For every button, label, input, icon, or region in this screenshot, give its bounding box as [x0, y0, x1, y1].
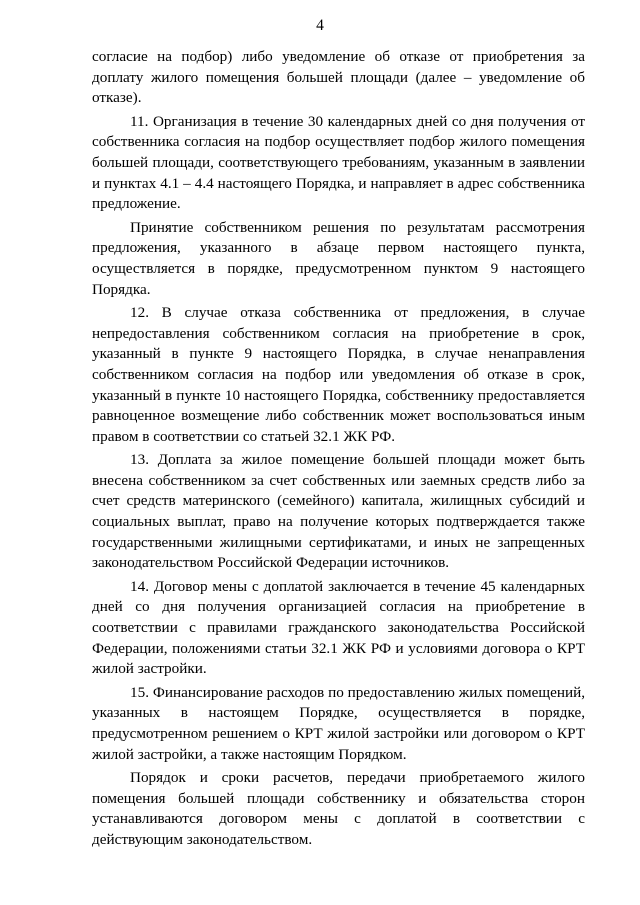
document-body	[92, 47, 585, 854]
paragraph-item-12: 12. В случае отказа собственника от предложения, в случае непредоставления собственником согласия на приобретение в срок, указанный в пункте 9 настоящего Порядка, в случае ненаправления собственником согласия на подбор или уведомления об отказе в срок, указанный в пункте 10 настоящего Порядка, собственнику предоставляется равноценное возмещение либо собственник может воспользоваться иным правом в соответствии со статьей 32.1 ЖК РФ.	[92, 304, 585, 445]
paragraph-item-13: 13. Доплата за жилое помещение большей площади может быть внесена собственником за счет собственных или заемных средств либо за счет средств материнского (семейного) капитала, жилищных субсидий и социальных выплат, право на получение которых подтверждается также государственными жилищными сертификатами, и иных не запрещенных законодательством Российской Федерации источников.	[92, 451, 585, 572]
paragraph-item-11-second: Принятие собственником решения по результатам рассмотрения предложения, указанного в абзаце первом настоящего пункта, осуществляется в порядке, предусмотренном пунктом 9 настоящего Порядка.	[92, 218, 585, 298]
paragraph-item-11: 11. Организация в течение 30 календарных дней со дня получения от собственника согласия на подбор осуществляет подбор жилого помещения большей площади, соответствующего требованиям, указанным в заявлении и пунктах 4.1 – 4.4 настоящего Порядка, и направляет в адрес собственника предложение.	[92, 112, 585, 213]
page-number: 4	[316, 17, 324, 34]
paragraph-item-15: 15. Финансирование расходов по предоставлению жилых помещений, указанных в настоящем Порядке, осуществляется в порядке, предусмотренном решением о КРТ жилой застройки или договором о КРТ жилой застройки, а также настоящим Порядком.	[92, 683, 585, 763]
paragraph-item-14: 14. Договор мены с доплатой заключается в течение 45 календарных дней со дня получения организацией согласия на приобретение в соответствии с правилами гражданского законодательства Российской Федерации, положениями статьи 32.1 ЖК РФ и условиями договора о КРТ жилой застройки.	[92, 577, 585, 678]
paragraph-item-15-second: Порядок и сроки расчетов, передачи приобретаемого жилого помещения большей площади собственнику и обязательства сторон устанавливаются договором мены с доплатой в соответствии с действующим законодательством.	[92, 769, 585, 848]
paragraph-continuation: согласие на подбор) либо уведомление об отказе от приобретения за доплату жилого помещения большей площади (далее – уведомление об отказе).	[92, 48, 585, 107]
